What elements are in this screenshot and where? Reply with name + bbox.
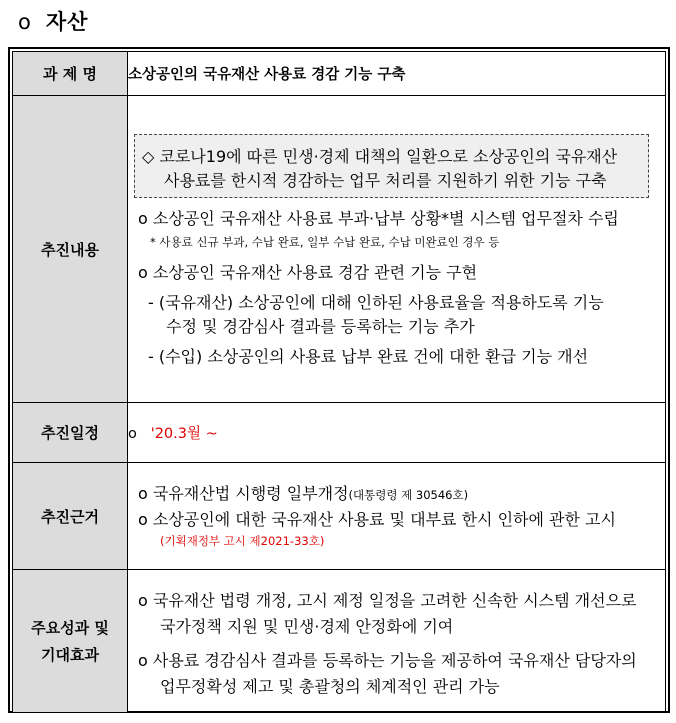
row-effects (13, 570, 666, 713)
effects-bullet-1-line-2: 국가정책 지원 및 민생·경제 안정화에 기여 (160, 617, 454, 636)
basis-bullet-2: o 소상공인에 대한 국유재산 사용료 및 대부료 한시 인하에 관한 고시 (138, 510, 616, 529)
section-bullet: o (18, 10, 32, 34)
project-table (12, 51, 666, 713)
summary-line-1: ◇ 코로나19에 따른 민생·경제 대책의 일환으로 소상공인의 국유재산 (142, 147, 618, 166)
label-effects-line-2: 기대효과 (41, 646, 99, 664)
effects-bullet-1-line-1: o 국유재산 법령 개정, 고시 제정 일정을 고려한 신속한 시스템 개선으로 (138, 591, 637, 610)
label-schedule: 추진일정 (13, 403, 128, 463)
value-task-name: 소상공인의 국유재산 사용료 경감 기능 구축 (128, 52, 666, 96)
effects-bullet-2-line-2: 업무정확성 제고 및 총괄청의 체계적인 관리 가능 (160, 677, 500, 696)
row-basis (13, 463, 666, 570)
label-task-name: 과 제 명 (13, 52, 128, 96)
label-basis: 추진근거 (13, 463, 128, 570)
dash-1-line-2: 수정 및 경감심사 결과를 등록하는 기능 추가 (166, 317, 475, 336)
section-title-text: 자산 (45, 10, 89, 34)
row-content (13, 96, 666, 403)
value-basis (128, 463, 666, 570)
basis-bullet-2-note: (기획재정부 고시 제2021-33호) (160, 534, 325, 548)
value-schedule (128, 403, 666, 463)
bullet-1: o 소상공인 국유재산 사용료 부과·납부 상황*별 시스템 업무절차 수립 (138, 209, 619, 228)
value-effects (128, 570, 666, 713)
row-schedule (13, 403, 666, 463)
section-title (18, 6, 88, 36)
summary-line-2: 사용료를 한시적 경감하는 업무 처리를 지원하기 위한 기능 구축 (164, 171, 607, 190)
row-task-name (13, 52, 666, 96)
value-content (128, 96, 666, 403)
label-effects (13, 570, 128, 713)
basis-bullet-1-main: o 국유재산법 시행령 일부개정 (138, 484, 349, 503)
dash-2: - (수입) 소상공인의 사용료 납부 완료 건에 대한 환급 기능 개선 (148, 347, 589, 366)
bullet-2: o 소상공인 국유재산 사용료 경감 관련 기능 구현 (138, 263, 478, 282)
schedule-date: '20.3월 ~ (150, 426, 218, 442)
basis-bullet-1 (138, 481, 468, 504)
bullet-1-note: * 사용료 신규 부과, 수납 완료, 일부 수납 완료, 수납 미완료인 경우 등 (150, 235, 500, 249)
effects-bullet-2-line-1: o 사용료 경감심사 결과를 등록하는 기능을 제공하여 국유재산 담당자의 (138, 651, 637, 670)
label-effects-line-1: 주요성과 및 (31, 619, 109, 637)
basis-bullet-1-small: (대통령령 제 30546호) (348, 488, 469, 502)
label-content: 추진내용 (13, 96, 128, 403)
dash-1-line-1: - (국유재산) 소상공인에 대해 인하된 사용료율을 적용하도록 기능 (148, 293, 604, 312)
schedule-bullet: o (128, 426, 137, 442)
